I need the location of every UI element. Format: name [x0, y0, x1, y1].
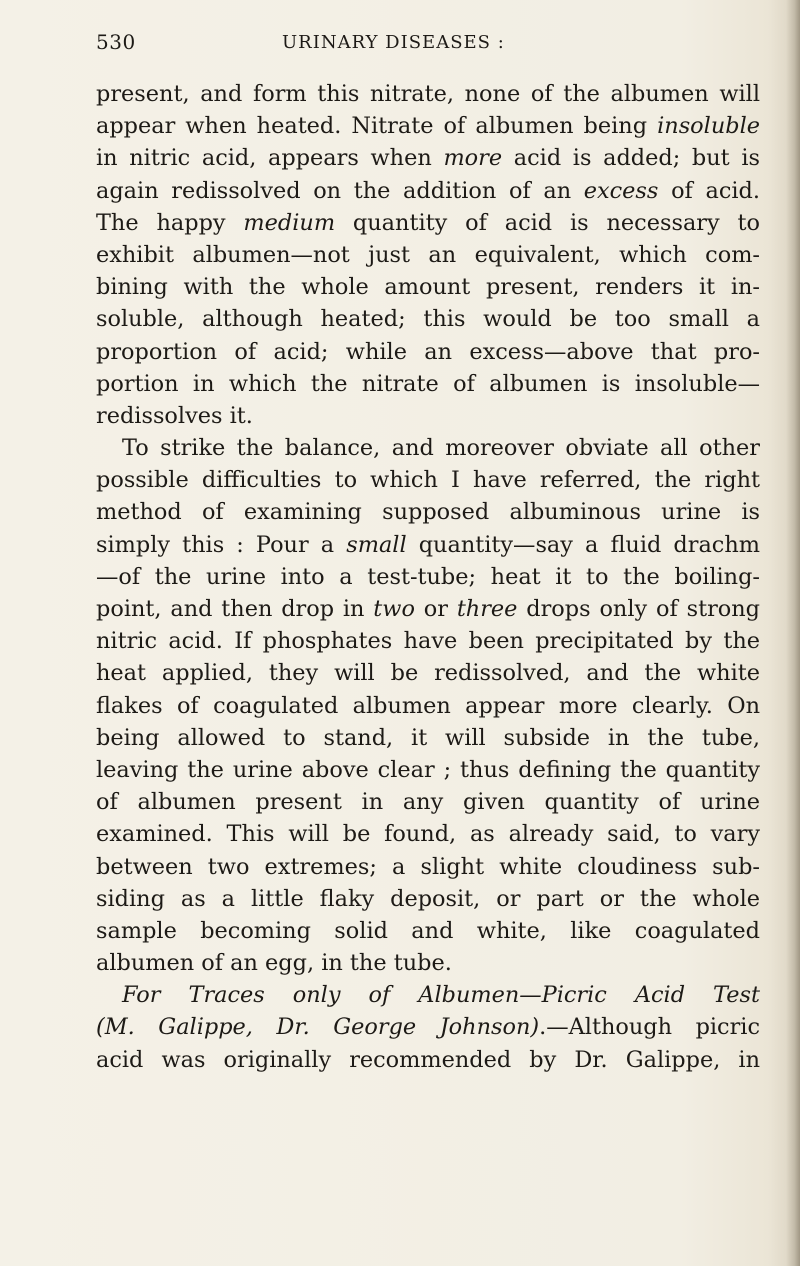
text-segment: leaving the urine above clear ; thus defining the quantity	[96, 756, 760, 783]
text-line	[96, 142, 760, 174]
text-line	[96, 1044, 760, 1076]
text-segment: of albumen present in any given quantity of urine	[96, 789, 760, 816]
italic-text: insoluble	[657, 113, 760, 140]
text-line	[96, 432, 760, 464]
text-line	[96, 979, 760, 1011]
page-edge-shadow	[786, 0, 800, 1266]
text-segment: soluble, although heated; this would be too small a	[96, 306, 760, 333]
italic-text: (M. Galippe, Dr. George Johnson)	[96, 1014, 540, 1041]
text-line	[96, 336, 760, 368]
text-segment: quantity—say a fluid drachm	[406, 531, 760, 558]
text-segment: portion in which the nitrate of albumen is insoluble—	[96, 370, 760, 397]
text-segment: or	[414, 596, 457, 622]
text-line	[96, 175, 760, 207]
text-line	[96, 947, 760, 979]
text-segment: To strike the balance, and moreover obviate all other	[122, 435, 760, 462]
text-segment: flakes of coagulated albumen appear more clearly. On	[96, 692, 760, 719]
text-segment: heat applied, they will be redissolved, and the white	[96, 660, 760, 687]
text-segment: examined. This will be found, as already said, to vary	[96, 821, 760, 848]
text-segment: simply this : Pour a	[96, 531, 347, 558]
text-line	[96, 110, 760, 142]
text-line	[96, 883, 760, 915]
italic-text: two	[373, 596, 415, 622]
text-segment: bining with the whole amount present, renders it in-	[96, 274, 760, 301]
text-line	[96, 561, 760, 593]
text-line	[96, 657, 760, 689]
text-segment: The happy	[96, 209, 244, 236]
text-segment: present, and form this nitrate, none of the albumen will	[96, 81, 760, 107]
text-line	[96, 496, 760, 528]
text-line	[96, 207, 760, 239]
text-segment: albumen of an egg, in the tube.	[96, 950, 452, 977]
italic-text: medium	[243, 209, 336, 236]
text-line	[96, 78, 760, 110]
text-segment: again redissolved on the addition of an	[96, 177, 584, 204]
text-line	[96, 851, 760, 883]
text-line	[96, 271, 760, 303]
text-segment: acid is added; but is	[502, 145, 760, 172]
text-segment: .—Although picric	[539, 1014, 760, 1041]
italic-text: small	[346, 531, 407, 558]
text-line	[96, 625, 760, 657]
text-segment: —of the urine into a test-tube; heat it to the boiling-	[96, 563, 760, 590]
text-segment: of acid.	[658, 177, 760, 204]
running-title: URINARY DISEASES :	[282, 32, 505, 53]
body-text	[96, 78, 760, 1076]
text-segment: siding as a little flaky deposit, or part or the whole	[96, 885, 760, 912]
text-line	[96, 464, 760, 496]
text-segment: method of examining supposed albuminous urine is	[96, 499, 760, 526]
text-segment: exhibit albumen—not just an equivalent, which com-	[96, 241, 760, 268]
text-segment: appear when heated. Nitrate of albumen being	[96, 113, 658, 140]
text-line	[96, 915, 760, 947]
text-line	[96, 786, 760, 818]
text-segment: redissolves it.	[96, 402, 253, 429]
text-line	[96, 593, 760, 625]
text-line	[96, 400, 760, 432]
text-segment: being allowed to stand, it will subside in the tube,	[96, 724, 760, 751]
text-line	[96, 368, 760, 400]
italic-text: For Traces only of Albumen—Picric Acid Test	[122, 982, 760, 1009]
text-line	[96, 1011, 760, 1043]
text-segment: possible difficulties to which I have referred, the right	[96, 467, 760, 494]
text-line	[96, 529, 760, 561]
text-segment: in nitric acid, appears when	[96, 145, 444, 172]
text-segment: drops only of strong	[517, 596, 760, 622]
text-segment: proportion of acid; while an excess—above that pro-	[96, 338, 760, 365]
text-segment: point, and then drop in	[96, 596, 374, 622]
italic-text: excess	[583, 177, 659, 204]
text-segment: between two extremes; a slight white cloudiness sub-	[96, 853, 760, 880]
running-head	[96, 30, 786, 58]
italic-text: three	[456, 596, 518, 622]
page-number: 530	[96, 30, 136, 54]
text-line	[96, 818, 760, 850]
text-segment: quantity of acid is necessary to	[335, 209, 760, 236]
text-segment: acid was originally recommended by Dr. Galippe, in	[96, 1046, 760, 1073]
text-line	[96, 690, 760, 722]
italic-text: more	[443, 145, 503, 172]
text-line	[96, 754, 760, 786]
text-line	[96, 239, 760, 271]
text-segment: sample becoming solid and white, like coagulated	[96, 917, 760, 944]
text-line	[96, 722, 760, 754]
text-line	[96, 303, 760, 335]
text-segment: nitric acid. If phosphates have been precipitated by the	[96, 628, 760, 655]
